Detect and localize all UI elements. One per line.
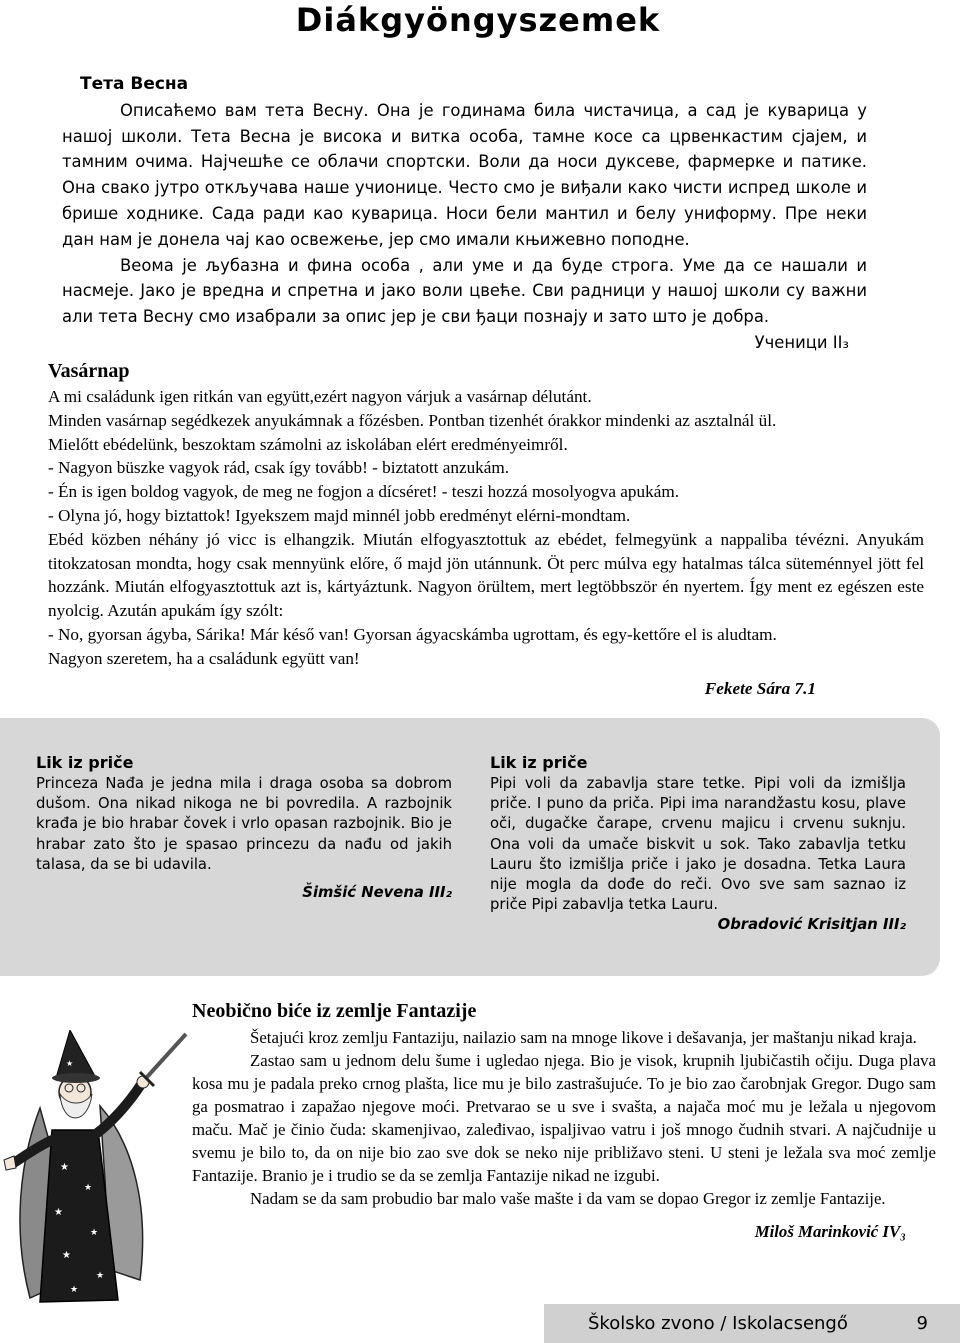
article-paragraph: Веома је љубазна и фина особа , али уме и да буде строга. Уме да се нашали и насмеје. Јако је вредна и спретна и јако воли цвеће. Сви радници у нашој школи су важни али тета Весну смо изабрали за опис јер је сви ђаци познају и зато што је добра. (62, 255, 867, 327)
article-paragraph: Описаћемо вам тета Весну. Она је годинама била чистачица, а сад је куварица у нашој школи. Тета Весна је висока и витка особа, тамне косе са црвенкастим сјајем, и тамним очима. Најчешће се облачи спортски. Воли да носи дуксеве, фармерке и патике. Она свако јутро откључава наше учионице. Често смо је виђали како чисти испред школе и брише ходнике. Сада ради као куварица. Носи бели мантил и белу униформу. Пре неки дан нам је донела чај као освежење, јер смо имали књижевно поподне. (62, 100, 867, 249)
article-line: A mi családunk igen ritkán van együtt,ezért nagyon várjuk a vasárnap délutánt. (48, 387, 592, 406)
article-title: Lik iz priče (490, 753, 588, 772)
article-title: Тета Весна (80, 74, 189, 94)
article-line: Minden vasárnap segédkezek anyukámnak a főzésben. Pontban tizenhét órakkor mindenki az asztalnál ül. (48, 410, 777, 430)
article-signature: Ученици II₃ (754, 332, 849, 352)
masthead-title: Diákgyöngyszemek (295, 1, 661, 39)
svg-text:★: ★ (60, 1162, 69, 1173)
article-paragraph: Nadam se da sam probudio bar malo vaše mašte i da vam se dopao Gregor iz zemlje Fantazije. (250, 1189, 886, 1208)
article-line: Nagyon szeretem, ha a családunk együtt van! (48, 648, 360, 668)
article-line: Ebéd közben néhány jó vicc is elhangzik. Miután elfogyasztottuk az ebédet, felmegyünk a nappaliba tévézni. Anyukám titokzatosan mondta, hogy csak mennyünk előre, ő majd jön utánnunk. Öt perc múlva egy hatalmas tálca süteménnyel jött fel hozzánk. Miután elfogyasztottuk azt is, kártyáztunk. Nagyon örültem, mert legtöbbször én nyertem. Így ment ez egészen este nyolcig. Azután apukám így szólt: (48, 529, 924, 621)
article-title: Vasárnap (48, 360, 130, 382)
article-vasarnap (48, 357, 924, 700)
svg-text:★: ★ (84, 1183, 93, 1193)
wizard-illustration (0, 1030, 195, 1310)
article-line: - Én is igen boldog vagyok, de meg ne fogjon a dícséret! - teszi hozzá mosolyogva apukám. (48, 482, 679, 502)
article-signature: Šimšić Nevena III₂ (302, 884, 452, 902)
page-number: 9 (916, 1313, 928, 1334)
svg-text:★: ★ (96, 1271, 105, 1281)
article-paragraph: Zastao sam u jednom delu šume i ugledao njega. Bio je visok, krupnih ljubičastih očiju. Duga plava kosa mu je padala preko crnog plašta, lice mu je bilo zastrašujuće. To je bio zao čarobnjak Gregor. Dugo sam ga posmatrao i zapažao njegove moći. Pretvarao se u sve i svašta, a najača moć mu je ležala u njegovom maču. Mač je činio čuda: skamenjivao, zaleđivao, ispaljivao vatru i još mnogo čudnih stvari. A najčudnije u svemu je bilo to, da on nije bio zao sve dok se neko nije približavo steni. U steni je ležala sva moć zemlje Fantazije. Branio je i trudio se da se zemlja Fantazije nikad ne izgubi. (192, 1051, 936, 1185)
article-signature: Fekete Sára 7.1 (704, 678, 816, 698)
article-lik-iz-price-right (490, 752, 906, 936)
article-teta-vesna (62, 72, 867, 356)
svg-text:★: ★ (90, 1228, 99, 1238)
svg-text:★: ★ (66, 1059, 74, 1068)
article-paragraph: Šetajući kroz zemlju Fantaziju, nailazio sam na mnoge likove i dešavanja, jer maštanju nikad kraja. (250, 1028, 917, 1047)
svg-text:★: ★ (70, 1285, 79, 1295)
page-footer (544, 1304, 960, 1343)
svg-text:★: ★ (54, 1207, 63, 1218)
article-signature: Obradović Krisitjan III₂ (717, 916, 906, 934)
article-line: - Nagyon büszke vagyok rád, csak így tovább! - biztatott anzukám. (48, 458, 510, 478)
article-neobicno-bice (192, 996, 936, 1243)
article-signature: Miloš Marinković IV₃ (754, 1222, 906, 1241)
article-paragraph: Princeza Nađa je jedna mila i draga osoba sa dobrom dušom. Ona nikad nikoga ne bi povredila. A razbojnik krađa je bio hrabar čovek i vrlo opasan razbojnik. Bio je hrabar zato što je spasao princezu da nađu od jakih talasa, da se bi udavila. (36, 775, 452, 873)
article-line: - Olyna jó, hogy biztattok! Igyekszem majd minnél jobb eredményt elérni-mondtam. (48, 505, 631, 525)
article-line: Mielőtt ebédelünk, beszoktam számolni az iskolában elért eredményeimről. (48, 434, 568, 454)
article-line: - No, gyorsan ágyba, Sárika! Már késő van! Gyorsan ágyacskámba ugrottam, és egy-kettőre el is aludtam. (48, 624, 777, 644)
footer-publication-name: Školsko zvono / Iskolacsengő (588, 1313, 848, 1334)
article-paragraph: Pipi voli da zabavlja stare tetke. Pipi voli da izmišlja priče. I puno da priča. Pipi ima narandžastu kosu, plave oči, dugačke čarape, crvenu majicu i crvenu suknju. Ona voli da umače biskvit u sok. Tako zabavlja tetku Lauru što izmišlja priče i jako je dosadna. Tetka Laura nije mogla da dođe do reči. Ovo sve sam saznao iz priče Pipi zabavlja tetka Lauru. (490, 775, 906, 914)
article-title: Lik iz priče (36, 753, 134, 772)
svg-text:★: ★ (62, 1250, 71, 1261)
article-lik-iz-price-left (36, 752, 452, 903)
article-title: Neobično biće iz zemlje Fantazije (192, 1000, 477, 1022)
